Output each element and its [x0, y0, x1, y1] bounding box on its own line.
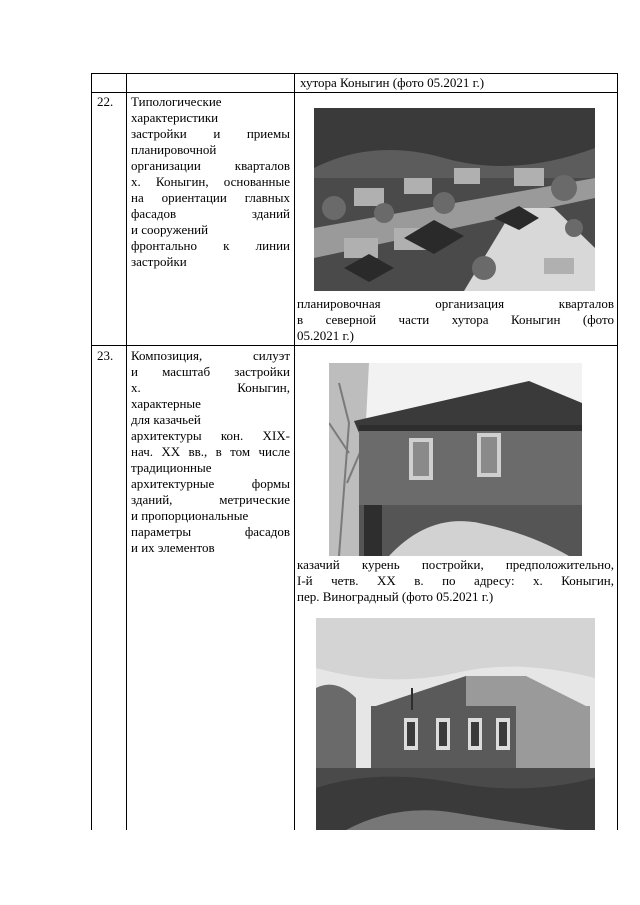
row-number-22: 22. [97, 94, 114, 109]
desc-line: для казачьей [131, 412, 201, 427]
table-border-right [617, 73, 618, 830]
aerial-view-photo [314, 108, 595, 291]
desc-line: х. Коныгин, основанные [131, 174, 290, 189]
caption-line: пер. Виноградный (фото 05.2021 г.) [297, 589, 494, 604]
desc-line: Типологические [131, 94, 222, 109]
desc-line: фасадов зданий [131, 206, 290, 221]
desc-line: и их элементов [131, 540, 215, 555]
desc-line: и масштаб застройки [131, 364, 290, 379]
table-column-divider-1 [126, 73, 127, 830]
desc-line: х. Коныгин, [131, 380, 290, 395]
table-row-divider-2 [91, 345, 618, 346]
desc-line: нач. XX вв., в том числе [131, 444, 290, 459]
cottage-house-photo [316, 618, 595, 830]
table-column-divider-2 [294, 73, 295, 830]
desc-line: на ориентации главных [131, 190, 290, 205]
caption-line: 05.2021 г.) [297, 328, 354, 343]
row-22-photo-caption [297, 296, 614, 344]
desc-line: планировочной [131, 142, 217, 157]
row-23-photo-caption-1 [297, 557, 614, 605]
desc-line: и пропорциональные [131, 508, 249, 523]
desc-line: организации кварталов [131, 158, 290, 173]
table-border-top [91, 73, 618, 74]
caption-line: планировочная организация кварталов [297, 296, 614, 311]
desc-line: архитектурные формы [131, 476, 290, 491]
desc-line: характеристики [131, 110, 219, 125]
caption-line: I-й четв. XX в. по адресу: х. Коныгин, [297, 573, 614, 588]
desc-line: застройки и приемы [131, 126, 290, 141]
top-caption: хутора Коныгин (фото 05.2021 г.) [300, 75, 485, 90]
desc-line: фронтально к линии [131, 238, 290, 253]
desc-line: параметры фасадов [131, 524, 290, 539]
desc-line: архитектуры кон. XIX- [131, 428, 290, 443]
table-row-divider-1 [91, 92, 618, 93]
desc-line: Композиция, силуэт [131, 348, 290, 363]
caption-line: казачий курень постройки, предположительно, [297, 557, 614, 572]
row-23-description [131, 348, 290, 556]
kuren-house-photo [329, 363, 582, 556]
desc-line: и сооружений [131, 222, 209, 237]
desc-line: зданий, метрические [131, 492, 290, 507]
table-border-left [91, 73, 92, 830]
desc-line: застройки [131, 254, 187, 269]
row-22-description [131, 94, 290, 270]
desc-line: традиционные [131, 460, 212, 475]
caption-line: в северной части хутора Коныгин (фото [297, 312, 614, 327]
desc-line: характерные [131, 396, 201, 411]
row-number-23: 23. [97, 348, 114, 363]
